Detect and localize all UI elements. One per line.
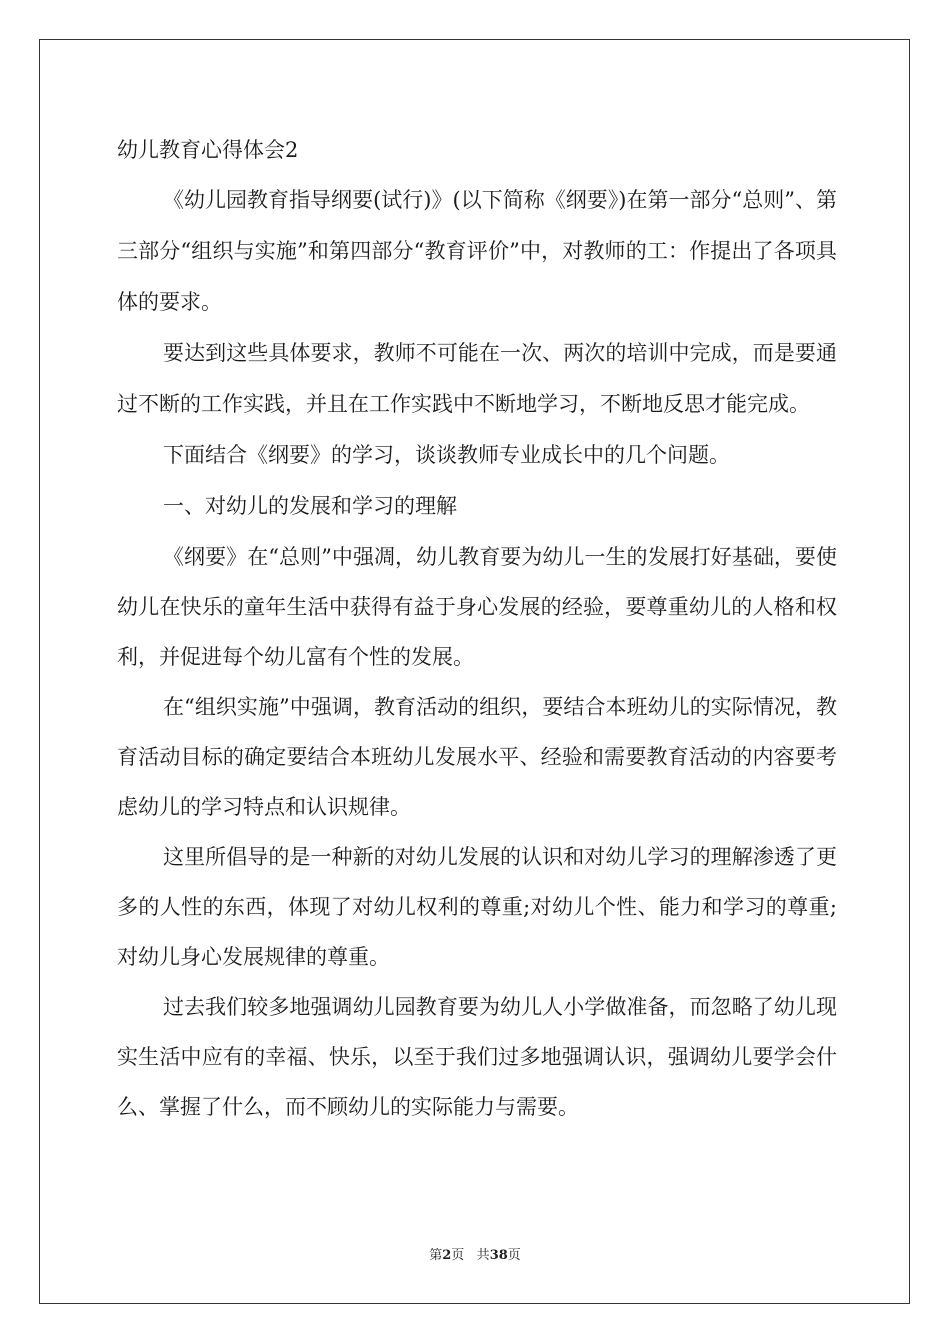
page-suffix: 页: [451, 1248, 465, 1263]
page-footer: [0, 1244, 950, 1263]
paragraph: 这里所倡导的是一种新的对幼儿发展的认识和对幼儿学习的理解渗透了更多的人性的东西，体现了对幼儿权利的尊重;对幼儿个性、能力和学习的尊重;对幼儿身心发展规律的尊重。: [117, 845, 837, 969]
paragraph: 《幼儿园教育指导纲要(试行)》(以下简称《纲要》)在第一部分“总则”、第三部分“组织与实施”和第四部分“教育评价”中，对教师的工：作提出了各项具体的要求。: [117, 188, 837, 314]
page-prefix: 第: [429, 1248, 443, 1263]
subsection-heading: 一、对幼儿的发展和学习的理解: [163, 494, 457, 518]
paragraph: 《纲要》在“总则”中强凋，幼儿教育要为幼儿一生的发展打好基础，要使幼儿在快乐的童年生活中获得有益于身心发展的经验，要尊重幼儿的人格和权利，并促进每个幼儿富有个性的发展。: [117, 545, 837, 669]
paragraph: 在“组织实施”中强调，教育活动的组织，要结合本班幼儿的实际情况，教育活动目标的确定要结合本班幼儿发展水平、经验和需要教育活动的内容要考虑幼儿的学习特点和认识规律。: [117, 695, 837, 819]
page-number: 2: [442, 1248, 452, 1263]
paragraph: 下面结合《纲要》的学习，谈谈教师专业成长中的几个问题。: [163, 443, 730, 467]
document-body: [117, 125, 837, 1132]
paragraph: 要达到这些具体要求，教师不可能在一次、两次的培训中完成，而是要通过不断的工作实践，并且在工作实践中不断地学习，不断地反思才能完成。: [117, 341, 837, 416]
section-heading: 幼儿教育心得体会2: [117, 138, 299, 162]
total-prefix: 共: [476, 1248, 490, 1263]
total-suffix: 页: [507, 1248, 521, 1263]
paragraph: 过去我们较多地强调幼儿园教育要为幼儿人小学做准备，而忽略了幼儿现实生活中应有的幸福、快乐，以至于我们过多地强调认识，强调幼儿要学会什么、掌握了什么，而不顾幼儿的实际能力与需要。: [117, 995, 837, 1119]
total-pages: 38: [489, 1248, 508, 1263]
